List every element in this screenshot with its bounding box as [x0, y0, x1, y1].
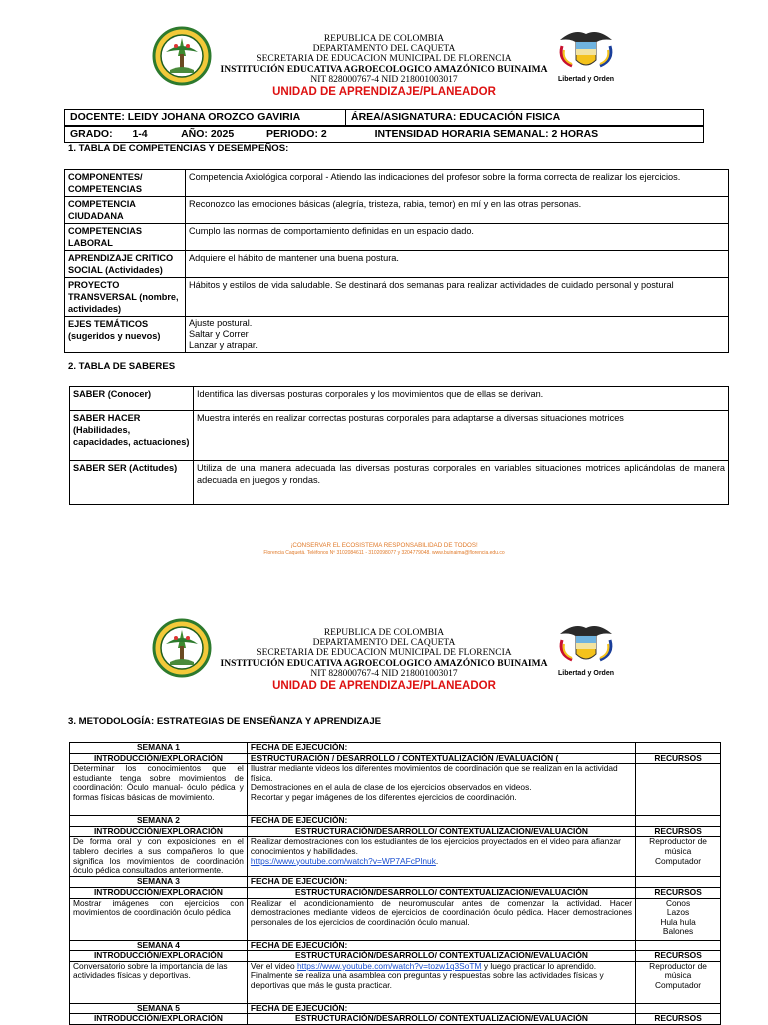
- recursos-cell: [636, 764, 721, 816]
- page-footer: [0, 542, 768, 557]
- recursos-header: RECURSOS: [636, 951, 721, 962]
- estructura-header: ESTRUCTURACIÓN / DESARROLLO / CONTEXTUALIZACIÓN /EVALUACIÓN (: [247, 753, 635, 764]
- week-header-row: [70, 877, 721, 888]
- recursos-cell: [636, 837, 721, 877]
- competencias-row: [65, 278, 729, 317]
- header-line-secretaria: SECRETARIA DE EDUCACION MUNICIPAL DE FLORENCIA: [256, 54, 512, 65]
- desarrollo-item: Ilustrar mediante videos los diferentes movimientos de coordinación que se realizan en la actividad física.: [250, 763, 618, 783]
- fecha-label: FECHA DE EJECUCIÓN:: [247, 1003, 635, 1014]
- saberes-row: [70, 461, 729, 505]
- fecha-label: FECHA DE EJECUCIÓN:: [247, 877, 635, 888]
- video-link[interactable]: https://www.youtube.com/watch?v=tozw1q3SoTM: [296, 960, 482, 971]
- semana-label: SEMANA 2: [70, 816, 248, 827]
- competencias-row: [65, 197, 729, 224]
- docente-cell: [65, 110, 346, 126]
- week-content-row: [70, 898, 721, 940]
- comp-label: COMPETENCIAS LABORAL: [65, 224, 186, 251]
- saberes-table: [69, 386, 729, 505]
- periodo-text: PERIODO: 2: [266, 128, 327, 140]
- fecha-label: FECHA DE EJECUCIÓN:: [247, 743, 635, 754]
- desarrollo-item: Realizar demostraciones con los estudiantes de los ejercicios proyectados en el video para afianzar conocimientos y habilidades.: [250, 836, 621, 856]
- header-line-nit: NIT 828000767-4 NID 218001003017: [310, 74, 458, 85]
- saber-label: SABER HACER (Habilidades, capacidades, actuaciones): [70, 411, 194, 461]
- week-subheader-row: [70, 951, 721, 962]
- grado-value: 1-4: [132, 128, 148, 140]
- saber-label: SABER (Conocer): [70, 387, 194, 411]
- saberes-row: [70, 411, 729, 461]
- comp-text: Hábitos y estilos de vida saludable. Se destinará dos semanas para realizar actividades de cuidado personal y postural: [186, 278, 729, 317]
- recursos-header: RECURSOS: [636, 753, 721, 764]
- competencias-table: [64, 169, 729, 353]
- week-content-row: [70, 837, 721, 877]
- estructura-header: ESTRUCTURACIÓN/DESARROLLO/ CONTEXTUALIZACION/EVALUACIÓN: [247, 1014, 635, 1025]
- header-title: UNIDAD DE APRENDIZAJE/PLANEADOR: [272, 680, 496, 693]
- section-1-title: 1. TABLA DE COMPETENCIAS Y DESEMPEÑOS:: [68, 143, 289, 154]
- footer-slogan: ¡CONSERVAR EL ECOSISTEMA RESPONSABILIDAD DE TODOS!: [290, 542, 478, 549]
- header-title: UNIDAD DE APRENDIZAJE/PLANEADOR: [272, 86, 496, 99]
- empty-cell: [636, 1003, 721, 1014]
- empty-cell: [636, 940, 721, 951]
- comp-label: COMPETENCIA CIUDADANA: [65, 197, 186, 224]
- intro-header: INTRODUCCIÓN/EXPLORACIÓN: [70, 887, 248, 898]
- recursos-cell: [636, 898, 721, 940]
- video-link[interactable]: https://www.youtube.com/watch?v=WP7AFcPlnuk: [250, 855, 436, 866]
- saber-label: SABER SER (Actitudes): [70, 461, 194, 505]
- week-header-row: [70, 816, 721, 827]
- recurso-item: Conos: [665, 897, 691, 908]
- section-3-title: 3. METODOLOGÍA: ESTRATEGIAS DE ENSEÑANZA Y APRENDIZAJE: [68, 716, 382, 727]
- intro-header: INTRODUCCIÓN/EXPLORACIÓN: [70, 1014, 248, 1025]
- comp-label: PROYECTO TRANSVERSAL (nombre, actividades): [65, 278, 186, 317]
- recurso-item: Lazos: [666, 907, 690, 918]
- grado-info-table: [64, 126, 704, 143]
- recurso-item: Computador: [655, 979, 702, 990]
- seal-motto: Libertad y Orden: [557, 76, 614, 83]
- comp-label: APRENDIZAJE CRITICO SOCIAL (Actividades): [65, 251, 186, 278]
- week-subheader-row: [70, 753, 721, 764]
- competencias-row: [65, 317, 729, 353]
- recurso-item: Computador: [655, 855, 702, 866]
- semana-label: SEMANA 5: [70, 1003, 248, 1014]
- footer-contact: Florencia Caquetá. Teléfonos Nº 3102084611 - 3102098077 y 3204779048. www.buinaima@florencia.edu.co: [263, 550, 505, 556]
- header-line-institucion: INSTITUCIÓN EDUCATIVA AGROECOLOGICO AMAZÓNICO BUINAIMA: [220, 658, 548, 669]
- desarrollo-post: y luego practicar lo aprendido. Finalmente se realiza una asamblea con preguntas y respuestas sobre las actividades físicas y deportivas que más le gusta practicar.: [250, 960, 604, 990]
- saber-text: Muestra interés en realizar correctas posturas corporales para adaptarse a diversas situaciones motrices: [194, 411, 729, 461]
- intro-header: INTRODUCCIÓN/EXPLORACIÓN: [70, 753, 248, 764]
- semana-label: SEMANA 3: [70, 877, 248, 888]
- header-line-departamento: DEPARTAMENTO DEL CAQUETA: [312, 44, 456, 55]
- fecha-label: FECHA DE EJECUCIÓN:: [247, 940, 635, 951]
- week-subheader-row: [70, 826, 721, 837]
- recurso-item: Balones: [662, 926, 694, 937]
- comp-text: Cumplo las normas de comportamiento definidas en un espacio dado.: [186, 224, 729, 251]
- desarrollo-cell: [247, 961, 635, 1003]
- recurso-item: Reproductor de música: [649, 836, 707, 856]
- area-text: ÁREA/ASIGNATURA: EDUCACIÓN FISICA: [351, 111, 561, 123]
- intro-header: INTRODUCCIÓN/EXPLORACIÓN: [70, 951, 248, 962]
- competencias-row: [65, 224, 729, 251]
- grado-cell: [65, 127, 704, 143]
- saber-text: Identifica las diversas posturas corporales y los movimientos que de ellas se derivan.: [194, 387, 729, 411]
- estructura-header: ESTRUCTURACIÓN/DESARROLLO/ CONTEXTUALIZACION/EVALUACIÓN: [247, 951, 635, 962]
- area-cell: [346, 110, 704, 126]
- eje-item: Saltar y Correr: [189, 329, 249, 339]
- week-content-row: [70, 961, 721, 1003]
- recursos-header: RECURSOS: [636, 1014, 721, 1025]
- header-line-republica: REPUBLICA DE COLOMBIA: [323, 628, 445, 638]
- week-content-row: [70, 764, 721, 816]
- intro-text: Conversatorio sobre la importancia de las actividades físicas y deportivas.: [70, 961, 248, 1003]
- header-line-secretaria: SECRETARIA DE EDUCACION MUNICIPAL DE FLORENCIA: [256, 648, 512, 659]
- recursos-header: RECURSOS: [636, 887, 721, 898]
- comp-label: EJES TEMÁTICOS (sugeridos y nuevos): [65, 317, 186, 353]
- fecha-label: FECHA DE EJECUCIÓN:: [247, 816, 635, 827]
- saberes-row: [70, 387, 729, 411]
- header-line-nit: NIT 828000767-4 NID 218001003017: [310, 668, 458, 679]
- desarrollo-cell: [247, 764, 635, 816]
- eje-item: Lanzar y atrapar.: [189, 340, 258, 350]
- desarrollo-item: Recortar y pegar imágenes de los diferentes ejercicios de coordinación.: [250, 791, 517, 802]
- competencias-row: [65, 170, 729, 197]
- empty-cell: [636, 743, 721, 754]
- grado-label: GRADO:: [70, 128, 113, 140]
- week-header-row: [70, 743, 721, 754]
- header-line-republica: REPUBLICA DE COLOMBIA: [323, 34, 445, 44]
- docente-info-table: [64, 109, 704, 126]
- empty-cell: [636, 816, 721, 827]
- recurso-item: Reproductor de música: [649, 960, 707, 981]
- estructura-header: ESTRUCTURACIÓN/DESARROLLO/ CONTEXTUALIZACION/EVALUACIÓN: [247, 887, 635, 898]
- seal-motto: Libertad y Orden: [557, 670, 614, 677]
- empty-cell: [636, 877, 721, 888]
- desarrollo-cell: Realizar demostraciones con los estudiantes de los ejercicios proyectados en el video para afianzar conocimientos y habilidades. https://www.youtube.com/watch?v=WP7AFcPlnuk.: [247, 837, 635, 877]
- intro-text: Determinar los conocimientos que el estudiante tenga sobre movimientos de coordinación: Óculo manual- óculo pédica y formas físicas básicas de movimiento.: [70, 764, 248, 816]
- document-header: [0, 34, 768, 99]
- intro-text: De forma oral y con exposiciones en el tablero decirles a sus compañeros lo que significa los movimientos de coordinación óculo pédica consultados anteriormente.: [70, 837, 248, 877]
- saber-text: Utiliza de una manera adecuada las diversas posturas corporales en variables situaciones motrices aplicándolas de manera adecuada en juegos y rondas.: [194, 461, 729, 505]
- recursos-cell: [636, 961, 721, 1003]
- eje-item: Ajuste postural.: [189, 318, 253, 328]
- docente-text: DOCENTE: LEIDY JOHANA OROZCO GAVIRIA: [70, 111, 301, 123]
- comp-text: [186, 317, 729, 353]
- estructura-header: ESTRUCTURACIÓN/DESARROLLO/ CONTEXTUALIZACION/EVALUACIÓN: [247, 826, 635, 837]
- week-subheader-row: [70, 1014, 721, 1025]
- comp-label: COMPONENTES/ COMPETENCIAS: [65, 170, 186, 197]
- desarrollo-item: Demostraciones en el aula de clase de los ejercicios observados en videos.: [250, 782, 532, 793]
- desarrollo-pre: Ver el video: [250, 960, 297, 971]
- document-header: [0, 628, 768, 693]
- comp-text: Adquiere el hábito de mantener una buena postura.: [186, 251, 729, 278]
- recursos-header: RECURSOS: [636, 826, 721, 837]
- semana-label: SEMANA 1: [70, 743, 248, 754]
- competencias-row: [65, 251, 729, 278]
- metodologia-table: [69, 742, 721, 1025]
- desarrollo-text: Realizar el acondicionamiento de neuromuscular antes de comenzar la actividad. Hacer demostraciones mediante videos de ejercicios de coordinación óculo pédica. Hacer demostraciones personales de los ejercicios de coordinación óculo manual.: [247, 898, 635, 940]
- week-subheader-row: [70, 887, 721, 898]
- comp-text: Competencia Axiológica corporal - Atiendo las indicaciones del profesor sobre la forma correcta de realizar los ejercicios.: [186, 170, 729, 197]
- recurso-item: Hula hula: [660, 916, 696, 927]
- anio-text: AÑO: 2025: [181, 128, 235, 140]
- section-2-title: 2. TABLA DE SABERES: [68, 361, 176, 372]
- intro-text: Mostrar imágenes con ejercicios con movimientos de coordinación óculo pédica: [70, 898, 248, 940]
- semana-label: SEMANA 4: [70, 940, 248, 951]
- header-line-institucion: INSTITUCIÓN EDUCATIVA AGROECOLOGICO AMAZÓNICO BUINAIMA: [220, 64, 548, 75]
- comp-text: Reconozco las emociones básicas (alegría, tristeza, rabia, temor) en mí y en las otras personas.: [186, 197, 729, 224]
- intro-header: INTRODUCCIÓN/EXPLORACIÓN: [70, 826, 248, 837]
- header-line-departamento: DEPARTAMENTO DEL CAQUETA: [312, 638, 456, 649]
- intensidad-text: INTENSIDAD HORARIA SEMANAL: 2 HORAS: [374, 128, 599, 140]
